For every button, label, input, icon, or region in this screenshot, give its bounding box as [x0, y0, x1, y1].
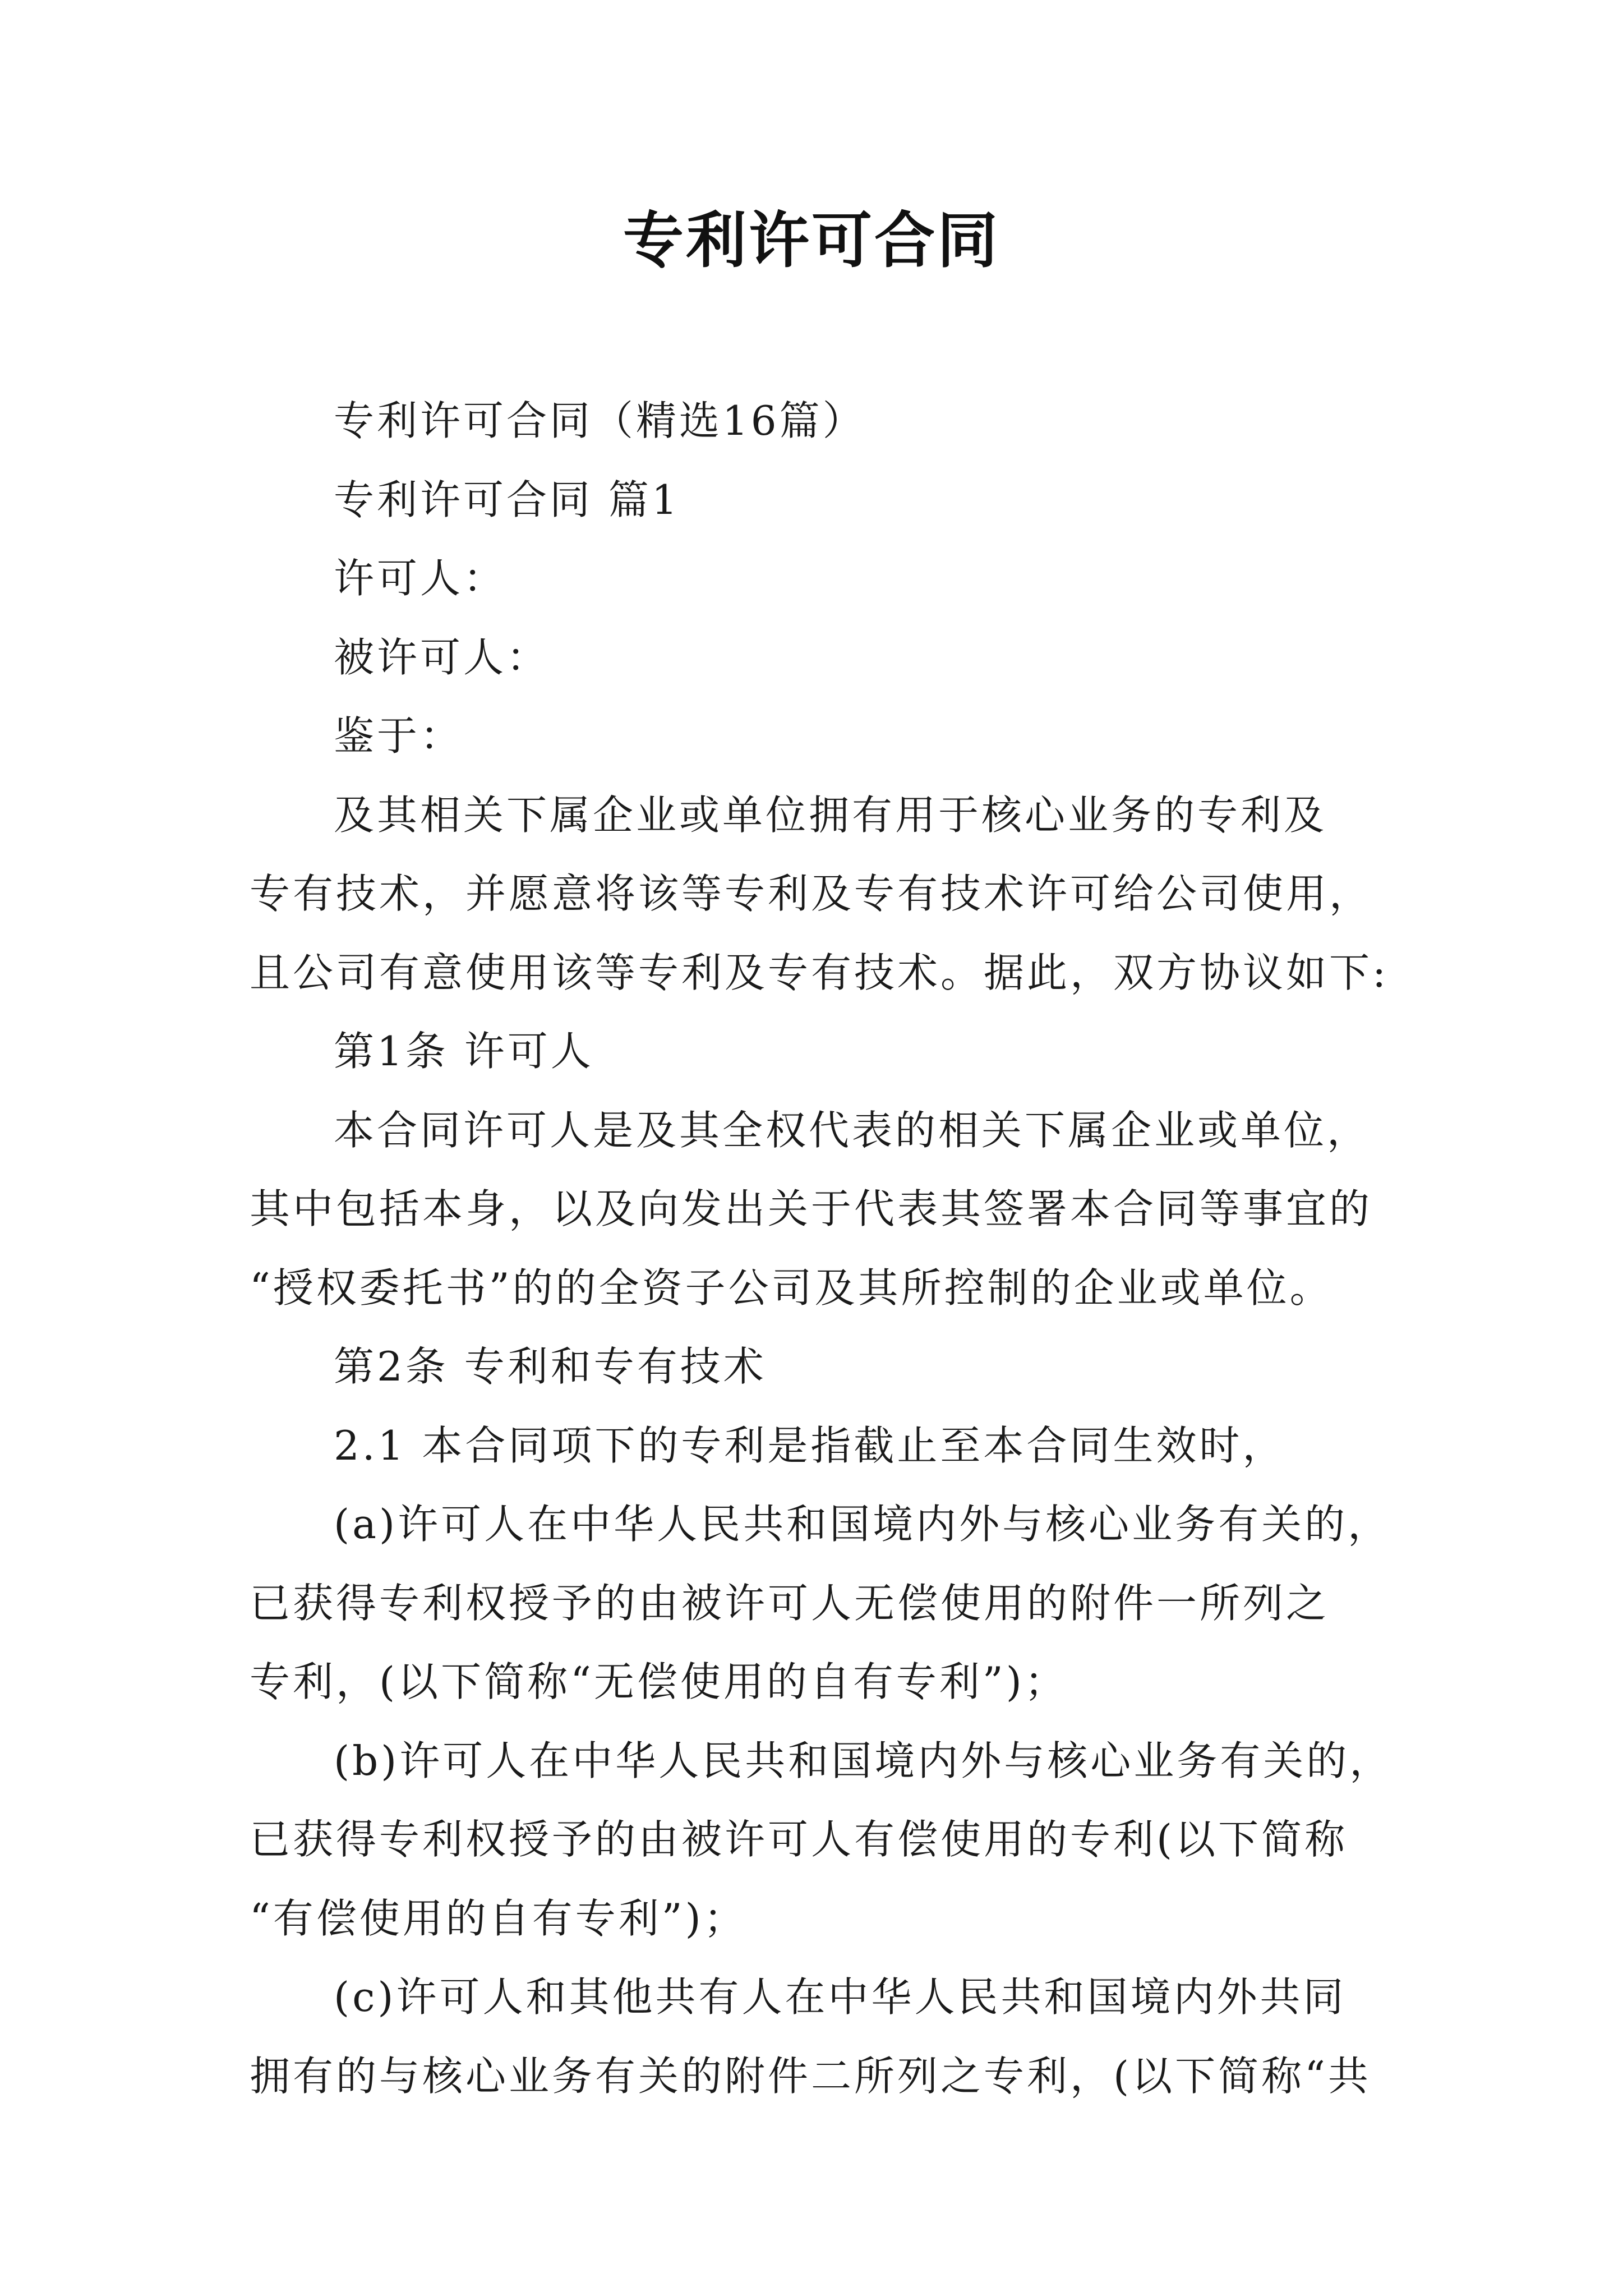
body-line: 其中包括本身，以及向发出关于代表其签署本合同等事宜的: [250, 1185, 1373, 1232]
body-line: 且公司有意使用该等专利及专有技术。据此，双方协议如下:: [250, 949, 1389, 996]
body-line: “有偿使用的自有专利”)；: [250, 1894, 747, 1942]
body-line: 本合同许可人是及其全权代表的相关下属企业或单位，: [334, 1106, 1371, 1154]
body-line: 专利许可合同（精选16篇）: [334, 397, 866, 444]
body-line: 已获得专利权授予的由被许可人有偿使用的专利(以下简称: [250, 1816, 1348, 1863]
body-line: “授权委托书”的的全资子公司及其所控制的企业或单位。: [250, 1264, 1333, 1312]
body-line: 及其相关下属企业或单位拥有用于核心业务的专利及: [334, 791, 1327, 839]
body-line: 专利许可合同 篇1: [334, 476, 680, 523]
body-line: 已获得专利权授予的由被许可人无偿使用的附件一所列之: [250, 1579, 1330, 1627]
body-line: 许可人：: [334, 555, 507, 602]
body-line: 鉴于：: [334, 712, 464, 760]
body-line: 第1条 许可人: [334, 1028, 594, 1075]
body-line: (c)许可人和其他共有人在中华人民共和国境内外共同: [334, 1973, 1347, 2021]
body-line: 2.1 本合同项下的专利是指截止至本合同生效时，: [334, 1421, 1286, 1469]
document-title: 专利许可合同: [623, 206, 1000, 276]
body-line: 被许可人：: [334, 633, 550, 681]
body-line: 专利，(以下简称“无偿使用的自有专利”)；: [250, 1658, 1068, 1705]
body-line: (a)许可人在中华人民共和国境内外与核心业务有关的，: [334, 1501, 1391, 1548]
body-line: 拥有的与核心业务有关的附件二所列之专利，(以下简称“共: [250, 2052, 1371, 2100]
body-line: (b)许可人在中华人民共和国境内外与核心业务有关的，: [334, 1737, 1393, 1784]
body-line: 专有技术，并愿意将该等专利及专有技术许可给公司使用，: [250, 870, 1373, 917]
document-body: [250, 381, 1396, 2115]
body-line: 第2条 专利和专有技术: [334, 1343, 767, 1390]
